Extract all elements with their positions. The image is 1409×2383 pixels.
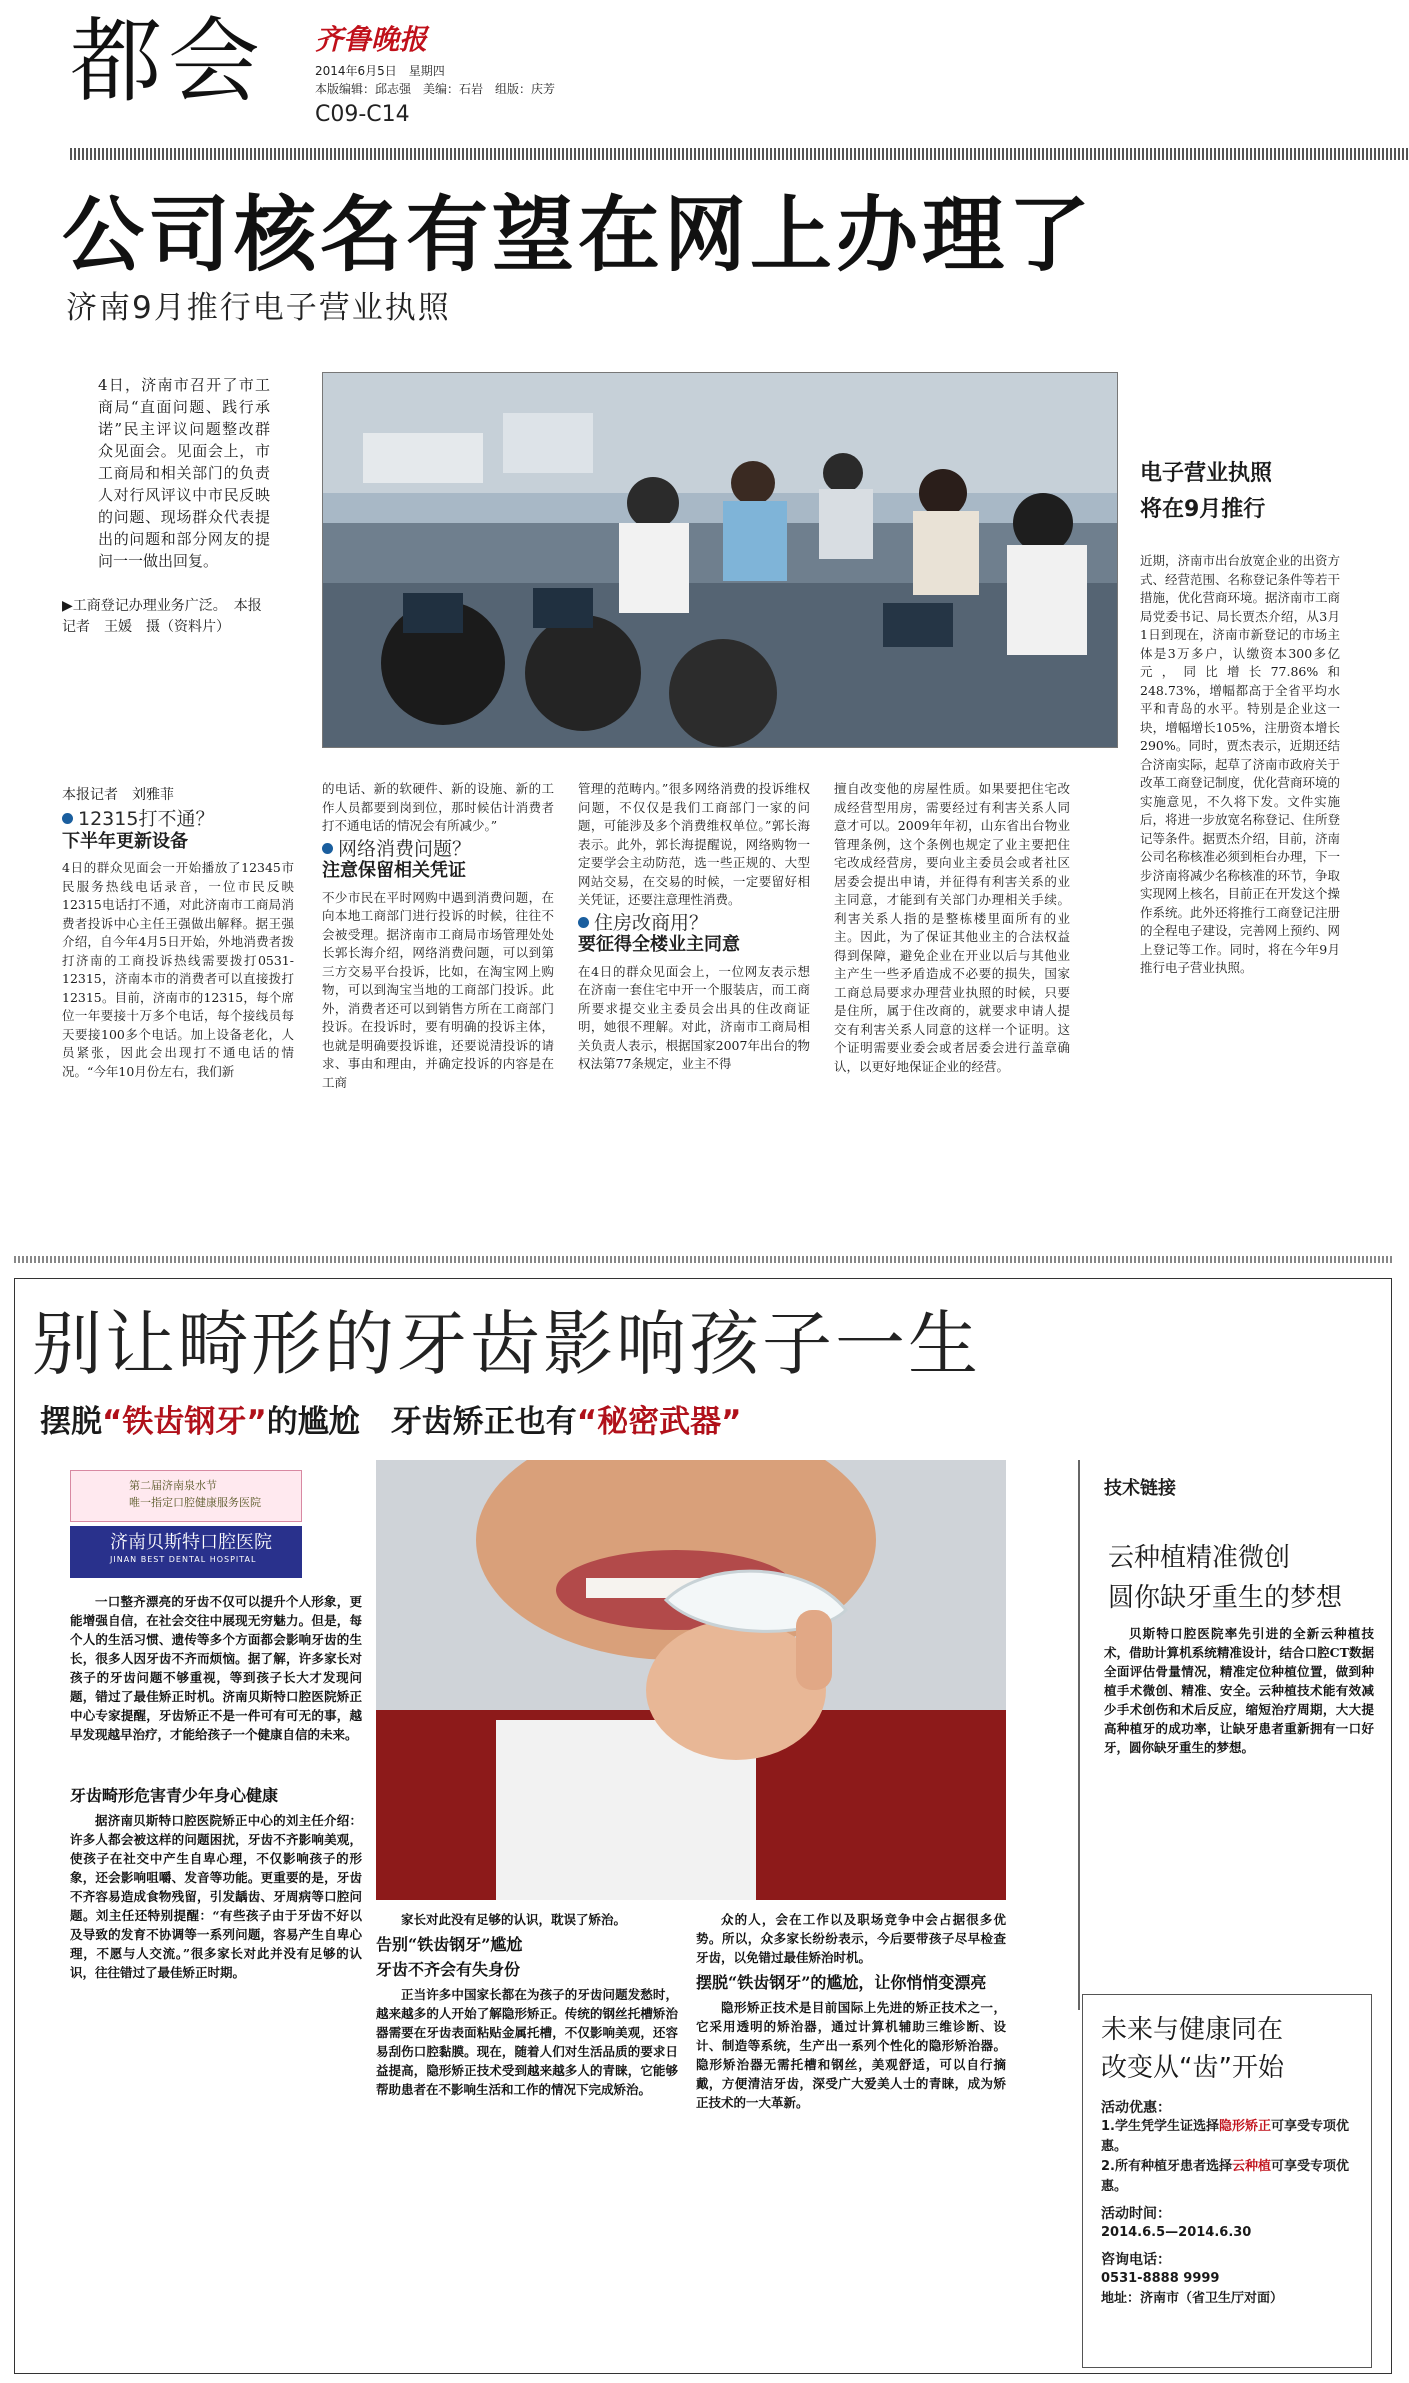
advertorial-column-3 [696,1910,1006,2368]
office-hall-photo [322,372,1118,748]
tech-body-text: 贝斯特口腔医院率先引进的全新云种植技术，借助计算机系统精准设计，结合口腔CT数据全面评估骨量情况，精准定位种植位置，做到种植手术微创、精准、安全。云种植技术能有效减少手术创伤和术后反应，缩短治疗周期，大大提高种植牙的成功率，让缺牙患者重新拥有一口好牙，圆你缺牙重生的梦想。 [1104,1626,1374,1755]
logo-festival-banner [70,1470,302,1522]
address-text: 地址：济南市（省卫生厅对面） [1101,2291,1284,2306]
tech-headline-text: 云种植精准微创 圆你缺牙重生的梦想 [1108,1543,1343,1613]
tech-headline [1108,1538,1342,1618]
question-subheading-1: 下半年更新设备 [62,830,188,852]
section-c-text: 隐形矫正技术是目前国际上先进的矫正技术之一，它采用透明的矫治器，通过计算机辅助三维诊断、设计、制造等系统，生产出一系列个性化的隐形矫治器。隐形矫治器无需托槽和钢丝，美观舒适，可以自行摘戴，方便清洁牙齿，深受广大爱美人士的青睐，成为矫正技术的一大革新。 [696,2000,1006,2110]
promotion-label: 活动优惠： [1101,2100,1171,2116]
advertorial-intro [70,1592,362,1778]
promotion-box [1082,1994,1372,2368]
logo-hospital-name: 济南贝斯特口腔医院 [110,1532,272,1553]
bullet-dot-icon [322,843,333,854]
promotion-item-1-post: 可享受专项优惠。 [1101,2119,1350,2154]
section-heading-c: 摆脱“铁齿钢牙”的尴尬，让你悄悄变漂亮 [696,1973,987,1992]
promotion-title [1101,2011,1353,2087]
subhead-part-2: 的尴尬 牙齿矫正也有 [266,1404,577,1440]
sidebar-headline-text: 电子营业执照 将在9月推行 [1140,461,1273,522]
reporter-byline: 本报记者 刘雅菲 [62,787,174,803]
subhead-quote-2: “秘密武器” [576,1404,742,1440]
section-a-continued: 家长对此没有足够的认识，耽误了矫治。 [401,1912,627,1927]
article-column-2 [322,780,554,1246]
section-b-text: 正当许多中国家长都在为孩子的牙齿问题发愁时，越来越多的人开始了解隐形矫正。传统的钢丝托槽矫治器需要在牙齿表面粘贴金属托槽，不仅影响美观，还容易刮伤口腔黏膜。现在，随着人们对生活品质的要求日益提高，隐形矫正技术受到越来越多人的青睐，它能够帮助患者在不影响生活和工作的情况下完成矫治。 [376,1987,678,2097]
hospital-logo [70,1470,302,1580]
subhead-part-1: 摆脱 [40,1404,102,1440]
article-headline: 公司核名有望在网上办理了 [62,188,1095,283]
logo-hospital-english: JINAN BEST DENTAL HOSPITAL [110,1555,257,1564]
section-heading-b: 告别“铁齿钢牙”尴尬 [376,1935,523,1954]
phone-value: 0531-8888 9999 [1101,2271,1220,2286]
aligner-photo [376,1460,1006,1900]
activity-time-value: 2014.6.5—2014.6.30 [1101,2225,1252,2240]
section-a-text: 据济南贝斯特口腔医院矫正中心的刘主任介绍：许多人都会被这样的问题困扰，牙齿不齐影响美观，使孩子在社交中产生自卑心理，不仅影响孩子的形象，还会影响咀嚼、发音等功能。更重要的是，牙齿不齐容易造成食物残留，引发龋齿、牙周病等口腔问题。刘主任还特别提醒：“有些孩子由于牙齿不好以及导致的发育不协调等一系列问题，容易产生自卑心理，不愿与人交流。”很多家长对此并没有足够的认识，往往错过了最佳矫正时期。 [70,1813,362,1980]
tech-link-label: 技术链接 [1104,1478,1176,1499]
question-subheading-2: 注意保留相关凭证 [322,860,466,881]
question-heading-1 [62,810,294,829]
phone-label: 咨询电话： [1101,2252,1171,2268]
column-2-text-a: 的电话、新的软硬件、新的设施、新的工作人员都要到岗到位，那时候估计消费者打不通电话的情况会有所减少。” [322,781,554,833]
bullet-dot-icon [578,917,589,928]
section-heading-a: 牙齿畸形危害青少年身心健康 [70,1786,279,1805]
section-subheading-b: 牙齿不齐会有失身份 [376,1960,521,1979]
article-column-3 [578,780,810,1246]
newspaper-logo: 齐鲁晚报 [315,23,428,56]
promotion-item-1-highlight: 隐形矫正 [1218,2119,1271,2134]
question-subheading-3: 要征得全楼业主同意 [578,934,740,955]
logo-name-banner [70,1526,302,1578]
article-subhead: 济南9月推行电子营业执照 [66,290,451,326]
article-column-4: 擅自改变他的房屋性质。如果要把住宅改成经营型用房，需要经过有利害关系人同意才可以。2009年年初，山东省出台物业管理条例，这个条例也规定了业主要把住宅改成经营房，要向业主委员会或者社区居委会提出申请，并征得有利害关系的业主同意，才能到有关部门办理相关手续。利害关系人指的是整栋楼里面所有的业主。因此，为了保证其他业主的合法权益得到保障，避免企业在开业以后与其他业主产生一些矛盾造成不必要的损失，国家工商总局要求办理营业执照的时候，只要是住所，属于住改商的，就要求申请人提交有利害关系人同意的这样一个证明。这个证明需要业委会或者居委会进行盖章确认，以更好地保证企业的经营。 [834,781,1070,1074]
editor-credits: 本版编辑：邱志强 美编：石岩 组版：庆芳 [315,82,556,96]
column-3-text-b: 在4日的群众见面会上，一位网友表示想在济南一套住宅中开一个服装店，而工商所要求提交业主委员会出具的住改商证明，她很不理解。对此，济南市工商局相关负责人表示，根据国家2007年出台的物权法第77条规定，业主不得 [578,963,810,1071]
promotion-item-2-pre: 2.所有种植牙患者选择 [1101,2159,1232,2174]
question-heading-2-text: 网络消费问题？ [338,837,472,860]
advertorial-column-2 [376,1910,678,2368]
column-3-text-a: 管理的范畴内。”很多网络消费的投诉维权问题，不仅仅是我们工商部门一家的问题，可能涉及多个消费维权单位。”郭长海表示。此外，郭长海提醒说，网络购物一定要学会主动防范，选一些正规的、大型网站交易，在交易的时候，一定要留好相关凭证，还要注意理性消费。 [578,781,810,907]
promotion-title-text: 未来与健康同在 改变从“齿”开始 [1101,2015,1284,2083]
advertorial-column-1 [70,1780,362,2368]
question-heading-3-text: 住房改商用？ [594,911,709,934]
intro-paragraph: 一口整齐漂亮的牙齿不仅可以提升个人形象，更能增强自信，在社会交往中展现无穷魅力。但是，每个人的生活习惯、遗传等多个方面都会影响牙齿的生长，很多人因牙齿不齐而烦恼。据了解，许多家长对孩子的牙齿问题不够重视，等到孩子长大才发现问题，错过了最佳矫正时机。济南贝斯特口腔医院矫正中心专家提醒，牙齿矫正不是一件可有可无的事，越早发现越早治疗，才能给孩子一个健康自信的未来。 [70,1594,362,1742]
question-heading-1-text: 12315打不通？ [78,808,215,830]
page-range: C09-C14 [315,102,410,127]
bullet-dot-icon [62,813,73,824]
sidebar-body: 近期，济南市出台放宽企业的出资方式、经营范围、名称登记条件等若干措施，优化营商环境。据济南市工商局党委书记、局长贾杰介绍，从3月1日到现在，济南市新登记的市场主体是3万多户，认缴资本300多亿元，同比增长77.86%和248.73%，增幅都高于全省平均水平和青岛的水平。特别是企业这一块，增幅增长105%，注册资本增长290%。同时，贾杰表示，近期还结合济南实际，起草了济南市政府关于改革工商登记制度，优化营商环境的实施意见，不久将下发。文件实施后，将进一步放宽名称登记、住所登记等条件。据贾杰介绍，目前，济南公司名称核准必须到柜台办理，下一步济南将减少名称核准的环节，争取实现网上核名，目前正在开发这个操作系统。此外还将推行工商登记注册的全程电子建设，完善网上预约、网上登记等工作。同时，将在今年9月推行电子营业执照。 [1140,553,1340,975]
promotion-item-2-highlight: 云种植 [1231,2159,1271,2174]
tech-body [1104,1624,1374,1984]
column-2-text-b: 不少市民在平时网购中遇到消费问题，在向本地工商部门进行投诉的时候，往往不会被受理。据济南市工商局市场管理处处长郭长海介绍，网络消费问题，可以到第三方交易平台投诉，比如，在淘宝网上购物，可以到淘宝当地的工商部门投诉。此外，消费者还可以到销售方所在工商部门投诉。在投诉时，要有明确的投诉主体，也就是明确要投诉谁，还要说清投诉的请求、事由和理由，并确定投诉的内容是在工商 [322,889,554,1090]
section-divider [14,1256,1394,1263]
issue-meta [315,62,555,98]
sidebar-headline [1140,456,1272,528]
promotion-item-1 [1101,2117,1353,2157]
page-masthead [60,8,1390,144]
column-1-text: 4日的群众见面会一开始播放了12345市民服务热线电话录音，一位市民反映12315电话打不通，对此济南市工商局消费者投诉中心主任王强做出解释。据王强介绍，自今年4月5日开始，外地消费者拨打济南的工商投诉热线需要拨打0531-12315，济南本市的消费者可以直接拨打12315。目前，济南市的12315，每个席位一年要接十万多个电话，每个接线员每天要接100多个电话。加上设备老化，人员紧张，因此会出现打不通电话的情况。“今年10月份左右，我们新 [62,860,294,1079]
photo-caption: 4日，济南市召开了市工商局“直面问题、践行承诺”民主评议问题整改群众见面会。见面会上，市工商局和相关部门的负责人对行风评议中市民反映的问题、现场群众代表提出的问题和部分网友的提问一一做出回复。 [98,376,270,570]
section-b-continued: 众的人，会在工作以及职场竞争中会占据很多优势。所以，众多家长纷纷表示，今后要带孩子尽早检查牙齿，以免错过最佳矫治时机。 [696,1912,1006,1965]
section-name: 都会 [70,8,267,115]
promotion-item-2 [1101,2157,1353,2197]
logo-festival-text: 第二届济南泉水节 唯一指定口腔健康服务医院 [129,1479,261,1509]
activity-time-label: 活动时间： [1101,2206,1171,2222]
question-heading-3 [578,911,810,934]
tech-link-rule [1078,1460,1080,2010]
advertorial-headline: 别让畸形的牙齿影响孩子一生 [32,1303,981,1385]
masthead-rule [70,148,1409,160]
issue-date: 2014年6月5日 星期四 [315,64,445,78]
question-heading-2 [322,837,554,860]
subhead-quote-1: “铁齿钢牙” [102,1404,267,1440]
advertorial-subhead [40,1396,742,1441]
photo-credit: ▶工商登记办理业务广泛。 本报记者 王媛 摄（资料片） [62,598,262,635]
promotion-item-1-pre: 1.学生凭学生证选择 [1101,2119,1219,2134]
article-column-1 [62,806,294,1246]
promotion-item-2-post: 可享受专项优惠。 [1101,2159,1350,2194]
